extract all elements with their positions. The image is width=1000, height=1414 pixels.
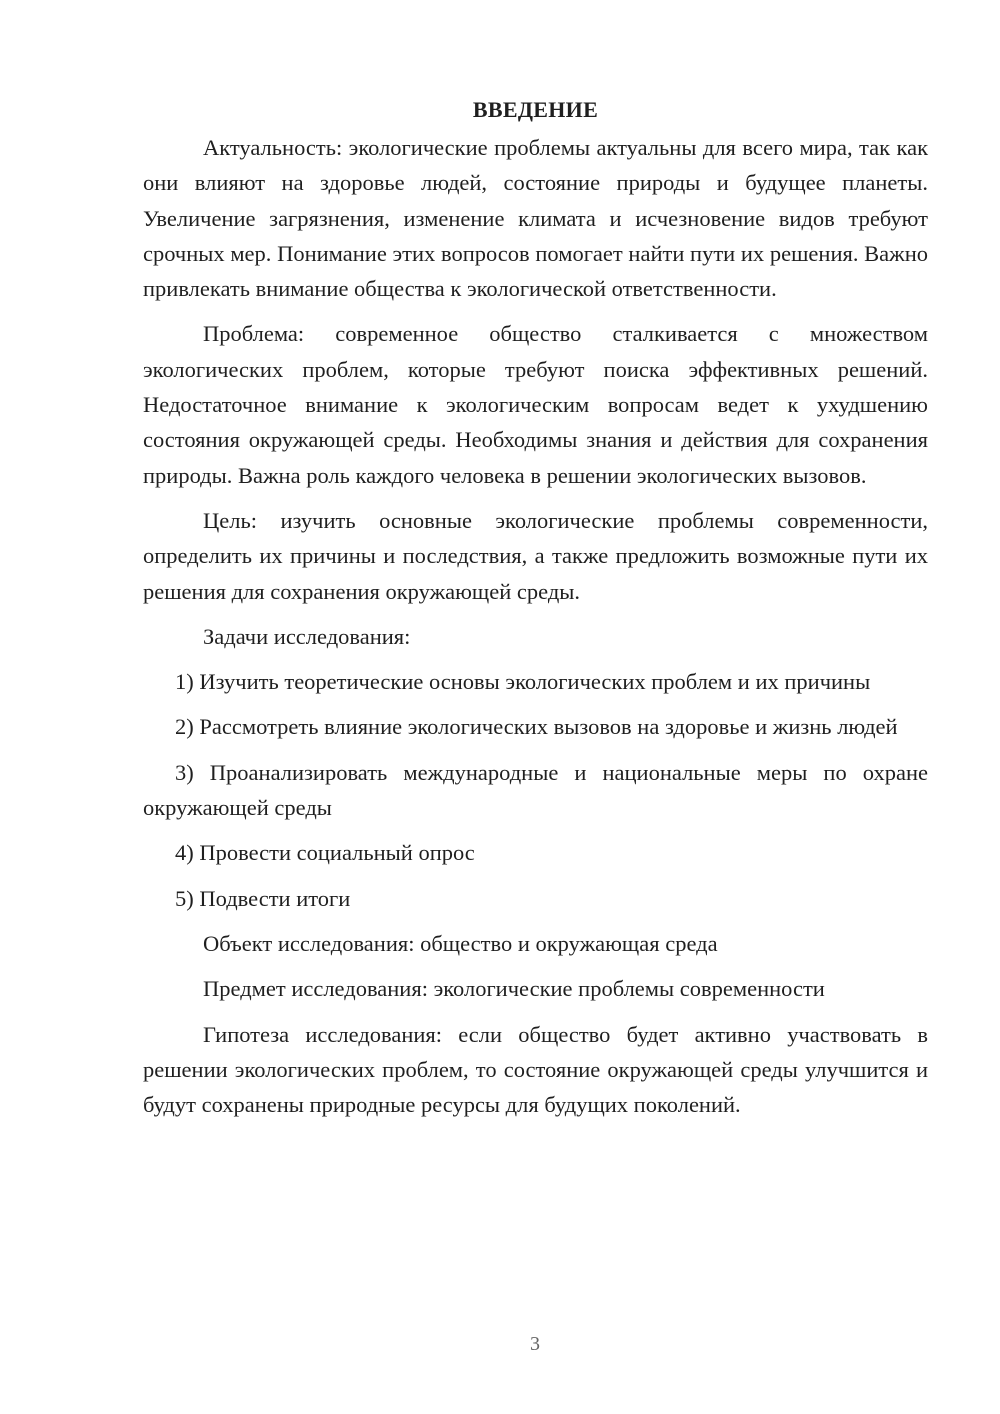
task-item-4: 4) Провести социальный опрос (175, 840, 475, 866)
section-title: ВВЕДЕНИЕ (472, 97, 599, 122)
relevance-paragraph: Актуальность: экологические проблемы актуальны для всего мира, так как они влияют на здоровье людей, состояние природы и будущее планеты. Увеличение загрязнения, изменение климата и исчезновение видов требуют срочных мер. Понимание этих вопросов помогает найти пути их решения. Важно привлекать внимание общества к экологической ответственности. (143, 135, 928, 302)
research-object: Объект исследования: общество и окружающая среда (203, 930, 718, 956)
task-item-5: 5) Подвести итоги (175, 885, 351, 911)
problem-paragraph: Проблема: современное общество сталкивается с множеством экологических проблем, которые требуют поиска эффективных решений. Недостаточное внимание к экологическим вопросам ведет к ухудшению состояния окружающей среды. Необходимы знания и действия для сохранения природы. Важна роль каждого человека в решении экологических вызовов. (143, 321, 928, 488)
hypothesis-paragraph: Гипотеза исследования: если общество будет активно участвовать в решении экологических проблем, то состояние окружающей среды улучшится и будут сохранены природные ресурсы для будущих поколений. (143, 1021, 928, 1118)
document-page (143, 92, 928, 1132)
tasks-heading: Задачи исследования: (203, 623, 411, 649)
research-subject: Предмет исследования: экологические проблемы современности (203, 976, 825, 1002)
task-item-1: 1) Изучить теоретические основы экологических проблем и их причины (175, 669, 871, 695)
page-number: 3 (530, 1333, 540, 1355)
task-item-3: 3) Проанализировать международные и национальные меры по охране окружающей среды (143, 759, 928, 821)
goal-paragraph: Цель: изучить основные экологические проблемы современности, определить их причины и последствия, а также предложить возможные пути их решения для сохранения окружающей среды. (143, 507, 928, 604)
task-item-2: 2) Рассмотреть влияние экологических вызовов на здоровье и жизнь людей (175, 714, 898, 740)
